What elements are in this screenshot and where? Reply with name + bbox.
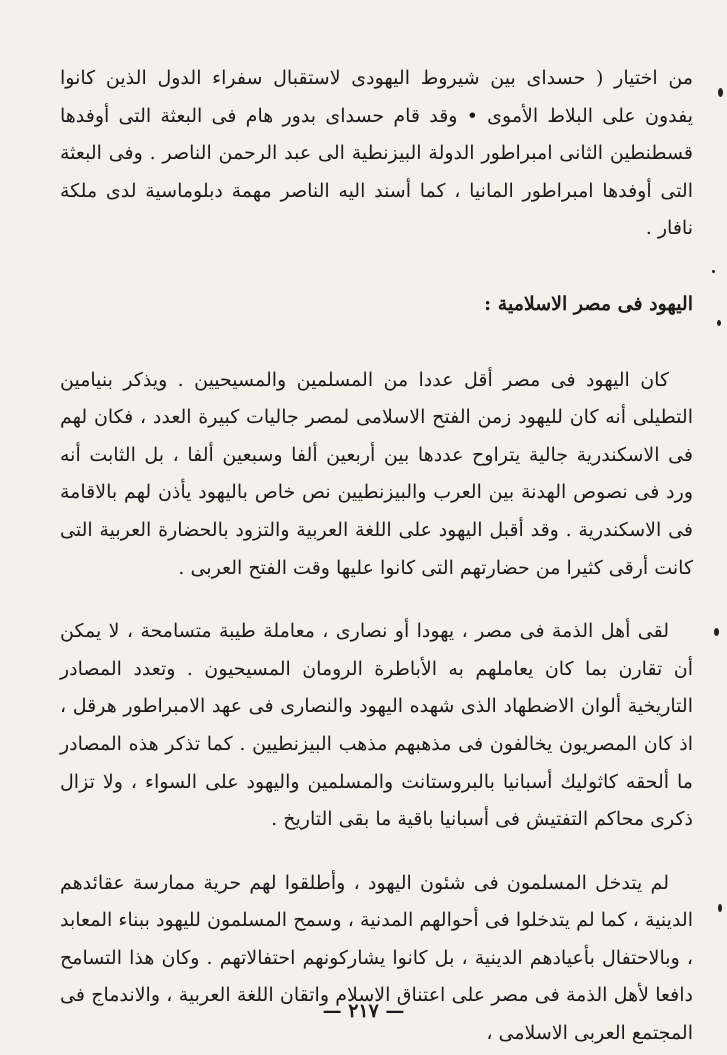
spacer xyxy=(60,324,693,362)
paragraph-2: كان اليهود فى مصر أقل عددا من المسلمين والمسيحيين . ويذكر بنيامين التطيلى أنه كان لليهود زمن الفتح الاسلامى لمصر جاليات كبيرة العدد ، فكان لهم فى الاسكندرية جالية يتراوح عددها بين أربعين ألفا وسبعين ألفا ، بل الثابت أنه ورد فى نصوص الهدنة بين العرب والبيزنطيين نص خاص باليهود يأذن لهم بالاقامة فى الاسكندرية . وقد أقبل اليهود على اللغة العربية والتزود بالحضارة العربية التى كانت أرقى كثيرا من حضارتهم التى كانوا عليها وقت الفتح العربى . xyxy=(60,368,693,579)
paragraph-4: لم يتدخل المسلمون فى شئون اليهود ، وأطلقوا لهم حرية ممارسة عقائدهم الدينية ، كما لم يتدخلوا فى أحوالهم المدنية ، وسمح المسلمون لليهود ببناء المعابد ، وبالاحتفال بأعيادهم الدينية ، بل كانوا يشاركونهم احتفالاتهم . وكان هذا التسامح دافعا لأهل الذمة فى مصر على اعتناق الاسلام واتقان اللغة العربية ، والاندماج فى المجتمع العربى الاسلامى ، xyxy=(60,871,693,1045)
scan-speck xyxy=(714,628,719,636)
spacer xyxy=(60,587,693,613)
scan-speck xyxy=(718,904,722,912)
paragraph-3: لقى أهل الذمة فى مصر ، يهودا أو نصارى ، معاملة طيبة متسامحة ، لا يمكن أن تقارن بما كان يعاملهم به الأباطرة الرومان المسيحيون . وتعدد المصادر التاريخية ألوان الاضطهاد الذى شهده اليهود والنصارى فى عهد الامبراطور هرقل ، اذ كان المصريون يخالفون فى مذهبهم مذهب البيزنطيين . كما تذكر هذه المصادر ما ألحقه كاثوليك أسبانيا بالبروستانت والمسلمين واليهود على السواء ، ولا تزال ذكرى محاكم التفتيش فى أسبانيا باقية ما بقى التاريخ . xyxy=(60,620,693,831)
page-number: — ٢١٧ — xyxy=(322,1000,405,1022)
scan-speck xyxy=(712,270,715,273)
paragraph-1: من اختيار ( حسداى بين شيروط اليهودى لاستقبال سفراء الدول الذين كانوا يفدون على البلاط الأموى • وقد قام حسداى بدور هام فى البعثة التى أوفدها قسطنطين الثانى امبراطور الدولة البيزنطية الى عبد الرحمن الناصر . وفى البعثة التى أوفدها امبراطور المانيا ، كما أسند اليه الناصر مهمة دبلوماسية لدى ملكة نافار . xyxy=(60,67,693,240)
scan-speck xyxy=(717,320,721,326)
spacer xyxy=(60,839,693,865)
section-heading: اليهود فى مصر الاسلامية : xyxy=(484,292,693,315)
spacer xyxy=(60,248,693,286)
body-text xyxy=(60,60,693,1053)
scan-speck xyxy=(718,88,723,97)
